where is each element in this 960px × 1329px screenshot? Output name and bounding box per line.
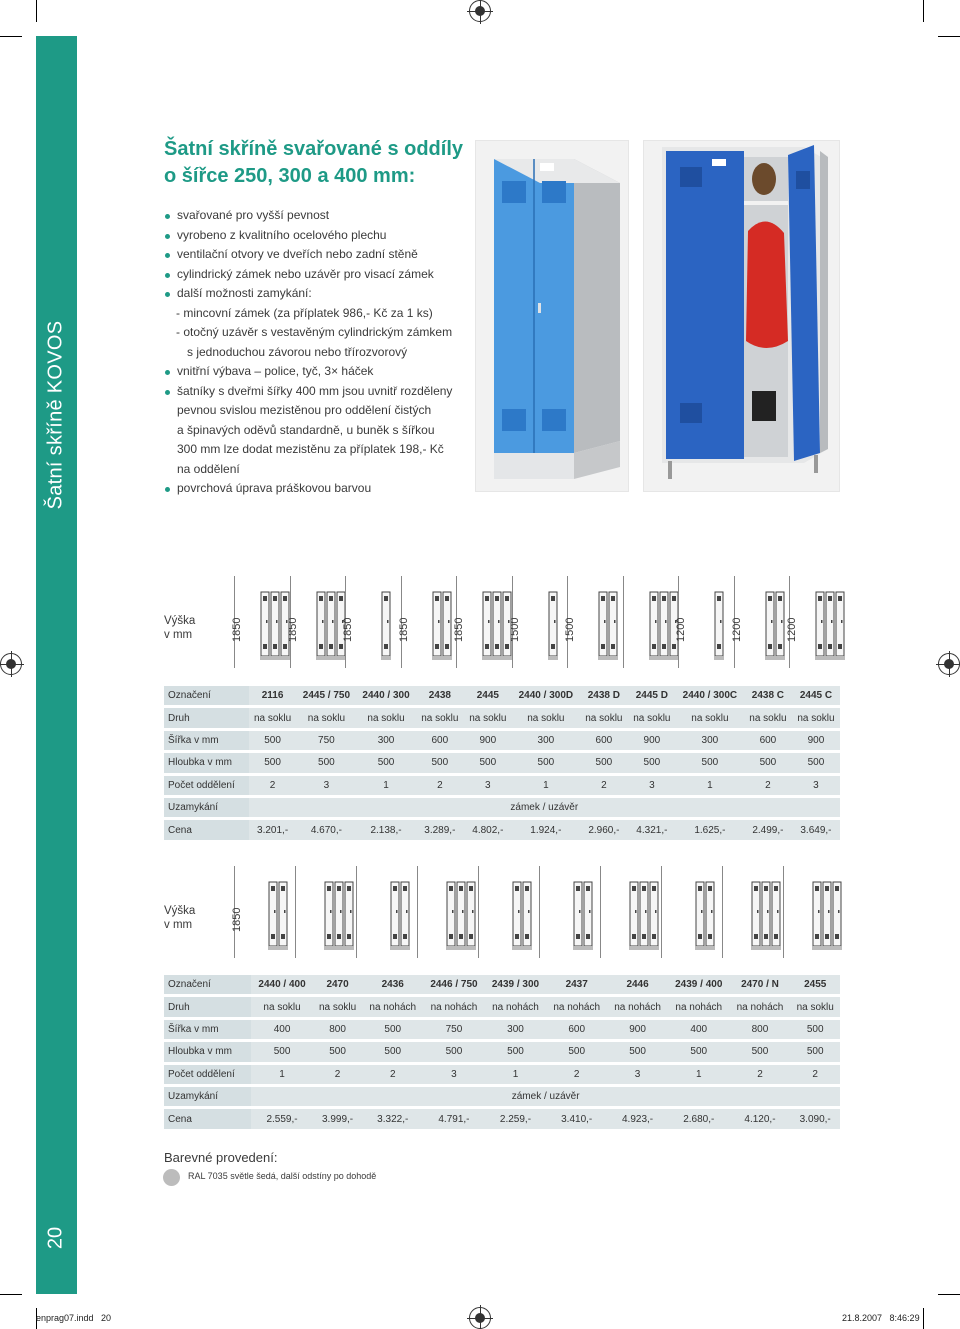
table-cell: 2440 / 300C <box>676 686 744 705</box>
table-cell: 3.322,- <box>362 1109 423 1128</box>
table-cell: na soklu <box>628 708 676 727</box>
registration-mark-icon <box>0 653 22 675</box>
table-cell: 3.649,- <box>792 820 840 839</box>
locker-height-label: 1850 <box>342 617 354 642</box>
table-cell: na nohách <box>546 997 607 1016</box>
feature-subitem: - otočný uzávěr s vestavěným cylindrickým zámkem <box>176 325 453 339</box>
table-cell: 3.090,- <box>790 1109 840 1128</box>
table-row-pocet <box>164 1065 840 1084</box>
table-cell: 3.410,- <box>546 1109 607 1128</box>
table-cell: 600 <box>580 731 628 750</box>
table-cell: 2440 / 300 <box>356 686 416 705</box>
height-label <box>164 904 195 932</box>
table-cell: 3 <box>628 776 676 795</box>
table-row-pocet <box>164 776 840 795</box>
locker-height-label: 1850 <box>397 617 410 642</box>
table-cell: 300 <box>512 731 580 750</box>
locker-diagram-cell <box>564 576 623 668</box>
feature-item: ventilační otvory ve dveřích nebo zadní stěně <box>164 245 464 265</box>
table-cell: 2 <box>744 776 792 795</box>
table-cell: 800 <box>730 1020 791 1039</box>
locker-height-label: 1200 <box>786 617 798 642</box>
table-cell: 3 <box>607 1065 668 1084</box>
table-cell: na soklu <box>251 997 313 1016</box>
table-cell: 3 <box>792 776 840 795</box>
spec-table-1 <box>164 683 840 843</box>
table-cell: 2470 / N <box>730 975 791 994</box>
feature-subitem: s jednoduchou závorou nebo třírozvorový <box>187 344 408 359</box>
crop-mark <box>923 0 924 22</box>
table-cell: 2445 C <box>792 686 840 705</box>
table-cell: 500 <box>313 1042 363 1061</box>
table-cell: 500 <box>362 1042 423 1061</box>
locker-diagram-cell <box>231 576 290 668</box>
table-cell: 3 <box>423 1065 485 1084</box>
table-cell: 4.670,- <box>297 820 357 839</box>
table-cell: na soklu <box>249 708 297 727</box>
locker-diagram-cell <box>539 866 600 958</box>
table-cell: 500 <box>512 753 580 772</box>
sidebar-band <box>36 36 77 1294</box>
table-cell: 500 <box>485 1042 547 1061</box>
table-cell: na soklu <box>297 708 357 727</box>
table-cell: 2 <box>362 1065 423 1084</box>
row-label: Druh <box>164 708 249 727</box>
table-cell: 500 <box>416 753 464 772</box>
table-cell: 2440 / 400 <box>251 975 313 994</box>
table-cell: 4.791,- <box>423 1109 485 1128</box>
table-cell: na soklu <box>464 708 512 727</box>
table-cell: na nohách <box>668 997 730 1016</box>
table-cell: 4.120,- <box>730 1109 791 1128</box>
footer-filename: enprag07.indd 20 <box>36 1313 112 1323</box>
table-cell: 3.289,- <box>416 820 464 839</box>
table-cell: 500 <box>546 1042 607 1061</box>
table-cell: 1 <box>251 1065 313 1084</box>
table-cell: 600 <box>416 731 464 750</box>
row-label: Uzamykání <box>164 1087 251 1106</box>
table-row-druh <box>164 997 840 1016</box>
table-cell: 3.999,- <box>313 1109 363 1128</box>
table-cell: 900 <box>792 731 840 750</box>
locker-height-label: 1200 <box>675 617 687 642</box>
table-cell: 2445 / 750 <box>297 686 357 705</box>
table-cell: 400 <box>251 1020 313 1039</box>
table-row-hloubka <box>164 753 840 772</box>
table-cell: 900 <box>607 1020 668 1039</box>
feature-list <box>164 206 464 499</box>
locker-diagram-cell <box>286 576 346 668</box>
feature-item-cont: pevnou svislou mezistěnou pro oddělení čistých <box>177 403 432 417</box>
locker-diagram-cell <box>295 866 356 958</box>
height-label-line-2: v mm <box>164 919 193 931</box>
table-cell: 2.680,- <box>668 1109 730 1128</box>
table-cell: 2446 <box>607 975 668 994</box>
locker-diagram-cell <box>623 576 679 668</box>
crop-mark <box>938 1294 960 1295</box>
table-cell: na nohách <box>607 997 668 1016</box>
height-label-line-2: v mm <box>164 629 193 641</box>
locker-diagram-cell <box>417 866 478 958</box>
table-cell: 2 <box>730 1065 791 1084</box>
locker-diagram-cell <box>508 576 568 668</box>
table-cell: zámek / uzávěr <box>249 798 840 817</box>
product-photo-closed-locker <box>475 140 629 492</box>
table-row-sirka <box>164 731 840 750</box>
table-cell: 2 <box>416 776 464 795</box>
table-cell: 4.321,- <box>628 820 676 839</box>
table-cell: 300 <box>356 731 416 750</box>
table-cell: 500 <box>362 1020 423 1039</box>
table-row-sirka <box>164 1020 840 1039</box>
table-cell: 2 <box>313 1065 363 1084</box>
table-cell: na soklu <box>792 708 840 727</box>
table-cell: 2 <box>790 1065 840 1084</box>
table-cell: na soklu <box>676 708 744 727</box>
table-cell: 2116 <box>249 686 297 705</box>
row-label: Cena <box>164 1109 251 1128</box>
feature-item: svařované pro vyšší pevnost <box>164 206 464 226</box>
locker-height-label: 1200 <box>730 617 743 642</box>
table-cell: 1 <box>676 776 744 795</box>
row-label: Druh <box>164 997 251 1016</box>
table-row-druh <box>164 708 840 727</box>
locker-diagram-cell <box>453 576 512 668</box>
table-cell: 500 <box>249 753 297 772</box>
table-cell: 3 <box>297 776 357 795</box>
table-cell: 400 <box>668 1020 730 1039</box>
title-line-2: o šířce 250, 300 a 400 mm: <box>164 165 416 187</box>
feature-item: cylindrický zámek nebo uzávěr pro visací zámek <box>164 265 464 285</box>
crop-mark <box>923 1308 924 1329</box>
table-cell: 2455 <box>790 975 840 994</box>
crop-mark <box>0 1294 22 1295</box>
spec-table-2 <box>164 972 840 1132</box>
row-label: Šířka v mm <box>164 1020 251 1039</box>
table-cell: 2.559,- <box>251 1109 313 1128</box>
color-variant-text: RAL 7035 světle šedá, další odstíny po dohodě <box>188 1171 377 1181</box>
table-cell: 500 <box>580 753 628 772</box>
table-cell: 2445 D <box>628 686 676 705</box>
table-cell: 2.960,- <box>580 820 628 839</box>
table-cell: na soklu <box>790 997 840 1016</box>
table-cell: 1 <box>485 1065 547 1084</box>
table-cell: 500 <box>668 1042 730 1061</box>
feature-item-cont: 300 mm lze dodat mezistěnu za příplatek 198,- Kč <box>177 442 444 456</box>
row-label: Hloubka v mm <box>164 1042 251 1061</box>
crop-mark <box>36 0 37 22</box>
table-cell: 500 <box>730 1042 791 1061</box>
page-title <box>164 136 484 190</box>
height-header-row-2 <box>164 866 840 958</box>
table-cell: 2 <box>580 776 628 795</box>
table-cell: 500 <box>356 753 416 772</box>
table-cell: 750 <box>297 731 357 750</box>
table-cell: na soklu <box>580 708 628 727</box>
table-cell: na soklu <box>416 708 464 727</box>
closed-locker-illustration <box>476 141 629 492</box>
table-cell: 800 <box>313 1020 363 1039</box>
table-cell: 1.625,- <box>676 820 744 839</box>
registration-mark-icon <box>938 653 960 675</box>
height-header-row-1 <box>164 576 840 668</box>
registration-mark-icon <box>469 0 491 22</box>
locker-diagram-cell <box>397 576 457 668</box>
table-cell: 300 <box>676 731 744 750</box>
locker-height-label: 1850 <box>231 617 243 642</box>
table-cell: 500 <box>251 1042 313 1061</box>
table-cell: 2438 C <box>744 686 792 705</box>
height-label <box>164 614 195 642</box>
locker-diagram-cell <box>675 576 734 668</box>
feature-item-cont: na oddělení <box>177 461 240 476</box>
locker-diagram-cell <box>730 576 790 668</box>
table-row-uzamykani <box>164 1087 840 1106</box>
table-row-hloubka <box>164 1042 840 1061</box>
locker-height-label: 1500 <box>564 617 576 642</box>
feature-item: šatníky s dveřmi šířky 400 mm jsou uvnitř rozděleny <box>164 382 464 402</box>
table-cell: 500 <box>628 753 676 772</box>
locker-diagram-cell <box>722 866 783 958</box>
title-line-1: Šatní skříně svařované s oddíly <box>164 138 464 160</box>
table-cell: 900 <box>628 731 676 750</box>
crop-mark <box>0 36 22 37</box>
row-label: Uzamykání <box>164 798 249 817</box>
table-cell: na soklu <box>356 708 416 727</box>
table-cell: na nohách <box>485 997 547 1016</box>
feature-item: vyrobeno z kvalitního ocelového plechu <box>164 226 464 246</box>
table-cell: 500 <box>790 1042 840 1061</box>
table-cell: 2.138,- <box>356 820 416 839</box>
table-cell: 2445 <box>464 686 512 705</box>
row-label: Počet oddělení <box>164 1065 251 1084</box>
locker-diagram-cell <box>342 576 401 668</box>
table-cell: 500 <box>792 753 840 772</box>
table-row-uzamykani <box>164 798 840 817</box>
table-cell: 500 <box>249 731 297 750</box>
feature-item: vnitřní výbava – police, tyč, 3× háček <box>164 362 464 382</box>
locker-height-label: 1500 <box>508 617 521 642</box>
table-cell: 1.924,- <box>512 820 580 839</box>
table-cell: 500 <box>790 1020 840 1039</box>
table-cell: na soklu <box>512 708 580 727</box>
table-cell: 2438 D <box>580 686 628 705</box>
table-cell: 4.923,- <box>607 1109 668 1128</box>
table-cell: 2439 / 300 <box>485 975 547 994</box>
table-cell: 3 <box>464 776 512 795</box>
footer-timestamp: 21.8.2007 8:46:29 <box>842 1313 920 1323</box>
locker-diagram-cell <box>231 866 295 958</box>
table-cell: 900 <box>464 731 512 750</box>
row-label: Označení <box>164 975 251 994</box>
feature-item: povrchová úprava práškovou barvou <box>164 479 464 499</box>
page-number: 20 <box>44 1226 67 1250</box>
locker-diagram-cell <box>786 576 845 668</box>
row-label: Počet oddělení <box>164 776 249 795</box>
row-label: Cena <box>164 820 249 839</box>
locker-diagram-cell <box>661 866 722 958</box>
table-cell: 2438 <box>416 686 464 705</box>
table-cell: na soklu <box>744 708 792 727</box>
locker-height-label: 1850 <box>286 617 299 642</box>
table-cell: 1 <box>668 1065 730 1084</box>
locker-diagram-cell <box>600 866 661 958</box>
height-label-line-1: Výška <box>164 615 196 627</box>
locker-diagram-cell <box>356 866 417 958</box>
table-cell: 500 <box>744 753 792 772</box>
locker-diagram-cell <box>478 866 539 958</box>
table-cell: 2439 / 400 <box>668 975 730 994</box>
color-swatch <box>163 1169 180 1186</box>
table-cell: 600 <box>744 731 792 750</box>
table-cell: 2446 / 750 <box>423 975 485 994</box>
table-row-cena <box>164 820 840 839</box>
table-cell: 2 <box>546 1065 607 1084</box>
locker-diagram-cell <box>783 866 844 958</box>
table-cell: 2436 <box>362 975 423 994</box>
height-label-line-1: Výška <box>164 905 196 917</box>
table-cell: na nohách <box>362 997 423 1016</box>
row-label: Označení <box>164 686 249 705</box>
table-cell: 500 <box>423 1042 485 1061</box>
sidebar-title: Šatní skříně KOVOS <box>44 320 67 510</box>
feature-item: další možnosti zamykání: <box>164 284 464 304</box>
table-cell: 300 <box>485 1020 547 1039</box>
row-label: Hloubka v mm <box>164 753 249 772</box>
table-cell: 1 <box>512 776 580 795</box>
table-cell: 2 <box>249 776 297 795</box>
product-photo-open-locker <box>643 140 840 492</box>
table-row-oznaceni <box>164 686 840 705</box>
table-row-cena <box>164 1109 840 1128</box>
table-cell: zámek / uzávěr <box>251 1087 840 1106</box>
table-row-oznaceni <box>164 975 840 994</box>
open-locker-illustration <box>644 141 840 492</box>
color-variant-title: Barevné provedení: <box>164 1150 278 1165</box>
table-cell: 4.802,- <box>464 820 512 839</box>
table-cell: 600 <box>546 1020 607 1039</box>
table-cell: 2437 <box>546 975 607 994</box>
table-cell: 500 <box>464 753 512 772</box>
row-label: Šířka v mm <box>164 731 249 750</box>
crop-mark <box>938 36 960 37</box>
table-cell: na soklu <box>313 997 363 1016</box>
table-cell: 500 <box>676 753 744 772</box>
feature-item-cont: a špinavých oděvů standardně, u buněk s šířkou <box>177 422 435 437</box>
table-cell: 750 <box>423 1020 485 1039</box>
table-cell: 2470 <box>313 975 363 994</box>
table-cell: 500 <box>297 753 357 772</box>
locker-height-label: 1850 <box>453 617 465 642</box>
registration-mark-icon <box>469 1307 491 1329</box>
table-cell: na nohách <box>423 997 485 1016</box>
table-cell: 2.259,- <box>485 1109 547 1128</box>
feature-subitem: - mincovní zámek (za příplatek 986,- Kč za 1 ks) <box>176 305 433 320</box>
table-cell: 2.499,- <box>744 820 792 839</box>
table-cell: na nohách <box>730 997 791 1016</box>
table-cell: 3.201,- <box>249 820 297 839</box>
table-cell: 2440 / 300D <box>512 686 580 705</box>
locker-height-label: 1850 <box>231 907 243 932</box>
table-cell: 500 <box>607 1042 668 1061</box>
table-cell: 1 <box>356 776 416 795</box>
